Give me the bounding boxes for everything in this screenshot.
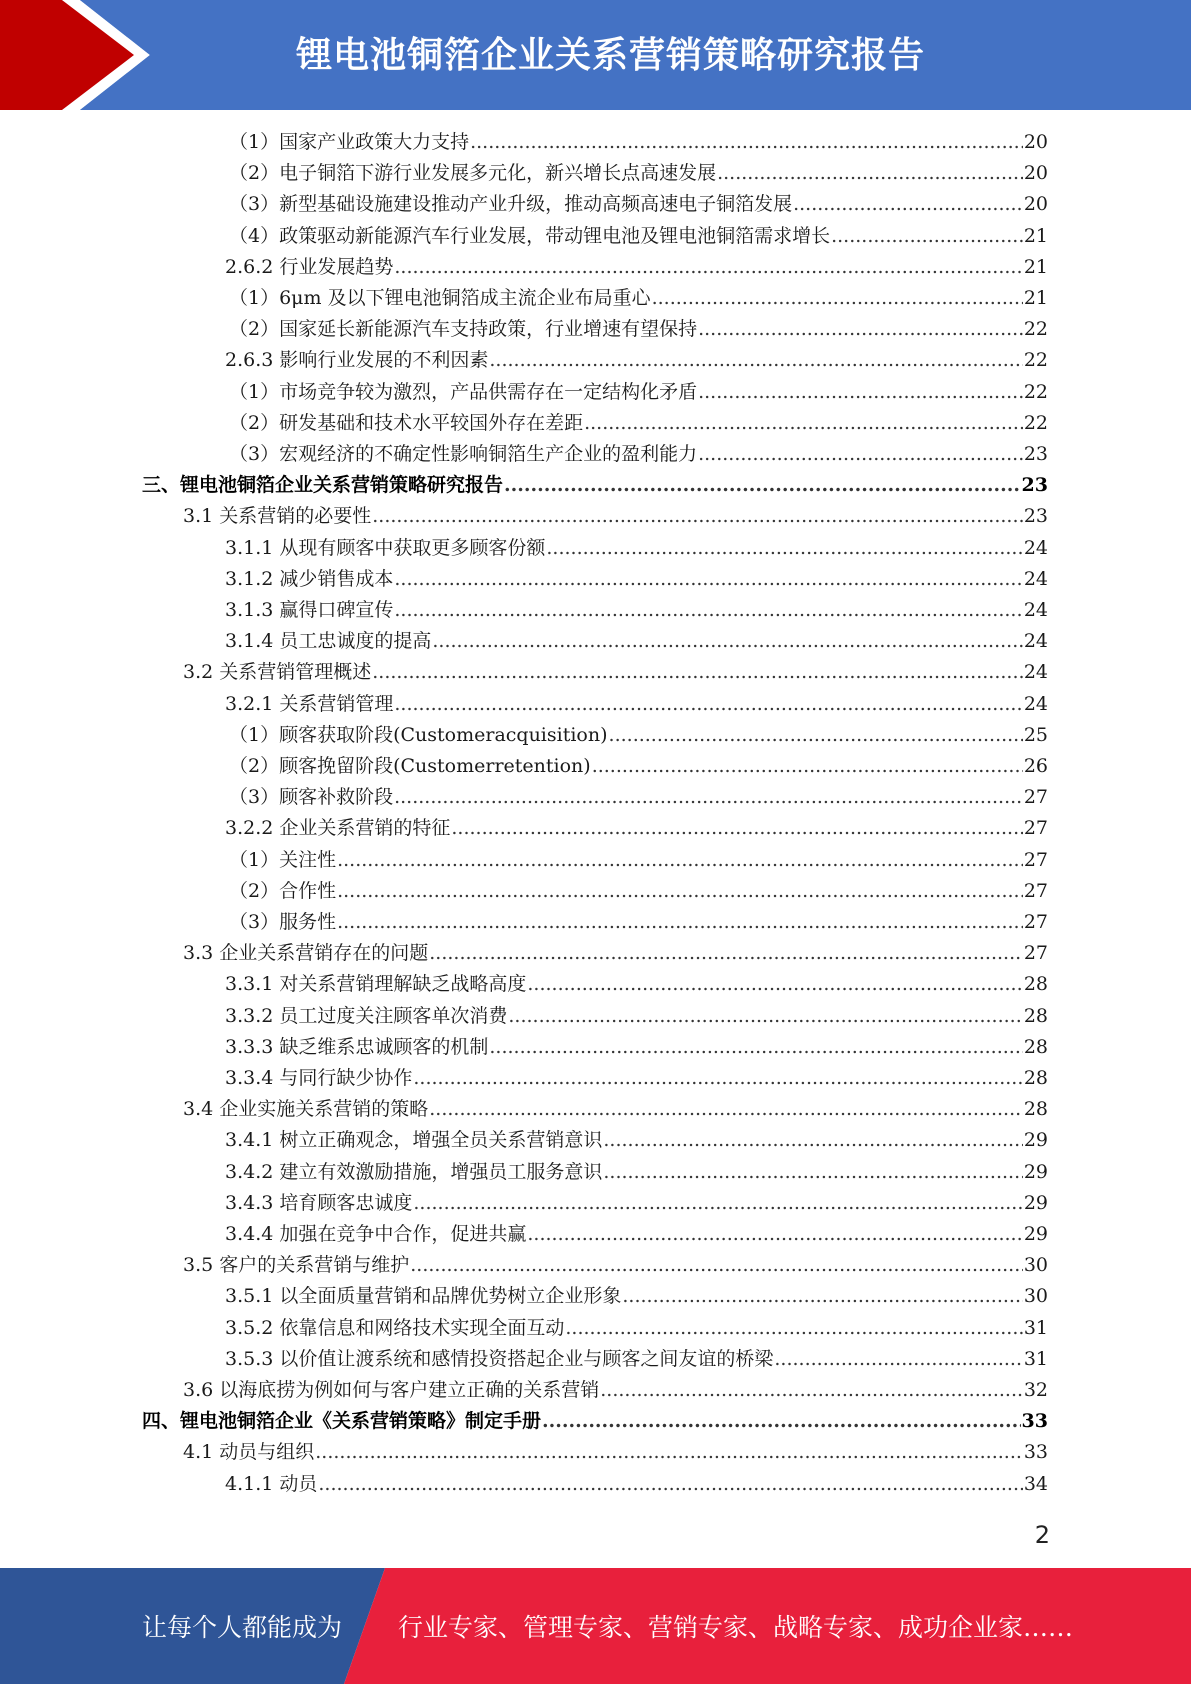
toc-entry[interactable] [183, 1094, 1048, 1125]
toc-entry[interactable] [225, 626, 1048, 657]
toc-dot-leader [774, 1344, 1022, 1375]
toc-entry-title: 3.1.3 赢得口碑宣传 [225, 599, 394, 621]
toc-entry-title: 3.4 企业实施关系营销的策略 [183, 1098, 429, 1121]
toc-entry-page: 24 [1023, 567, 1048, 590]
toc-entry-title: 3.2 关系营销管理概述 [183, 661, 372, 684]
toc-dot-leader [394, 595, 1022, 626]
toc-entry-title: 3.5.2 依靠信息和网络技术实现全面互动 [225, 1316, 565, 1339]
toc-dot-leader [527, 1219, 1022, 1250]
toc-entry-page: 27 [1023, 848, 1048, 871]
toc-entry-page: 33 [1021, 1410, 1048, 1433]
toc-entry[interactable] [183, 938, 1048, 969]
toc-entry-page: 31 [1023, 1316, 1048, 1339]
toc-entry-page: 22 [1023, 349, 1048, 372]
toc-entry-title: 4.1 动员与组织 [183, 1441, 315, 1464]
toc-dot-leader [698, 439, 1023, 470]
toc-entry[interactable] [225, 1344, 1048, 1375]
toc-entry[interactable] [225, 1063, 1048, 1094]
toc-dot-leader [698, 314, 1023, 345]
toc-entry[interactable] [183, 501, 1048, 532]
toc-entry-page: 20 [1023, 193, 1048, 216]
toc-entry-title: （1）6μm 及以下锂电池铜箔成主流企业布局重心 [229, 287, 651, 309]
toc-dot-leader [451, 813, 1022, 844]
toc-entry-page: 24 [1023, 536, 1048, 559]
toc-entry-page: 28 [1023, 1067, 1048, 1089]
toc-dot-leader [793, 189, 1023, 220]
toc-entry-page: 31 [1023, 1347, 1048, 1370]
toc-dot-leader [489, 1032, 1022, 1063]
toc-entry-title: 3.3.4 与同行缺少协作 [225, 1067, 413, 1089]
toc-dot-leader [470, 127, 1023, 158]
toc-entry-title: （3）新型基础设施建设推动产业升级，推动高频高速电子铜箔发展 [229, 193, 793, 216]
toc-entry-page: 30 [1023, 1254, 1048, 1277]
toc-entry[interactable] [229, 314, 1048, 345]
toc-entry-title: （2）顾客挽留阶段(Customerretention) [229, 755, 591, 777]
toc-dot-leader [542, 1406, 1021, 1437]
footer-banner [0, 1568, 1191, 1684]
toc-entry-page: 21 [1023, 224, 1048, 247]
toc-entry-page: 24 [1023, 630, 1048, 653]
toc-entry[interactable] [229, 189, 1048, 220]
toc-dot-leader [372, 501, 1023, 532]
toc-entry-title: 3.4.3 培育顾客忠诚度 [225, 1191, 413, 1214]
toc-entry-page: 25 [1023, 723, 1048, 746]
toc-entry-page: 22 [1023, 411, 1048, 434]
toc-dot-leader [504, 470, 1021, 501]
toc-entry-page: 28 [1023, 973, 1048, 996]
toc-entry-title: （1）关注性 [229, 848, 337, 871]
toc-entry-page: 34 [1023, 1472, 1048, 1495]
toc-entry[interactable] [229, 782, 1048, 813]
toc-entry-page: 32 [1023, 1379, 1048, 1401]
toc-entry[interactable] [183, 1250, 1048, 1281]
toc-entry-title: 3.4.1 树立正确观念，增强全员关系营销意识 [225, 1129, 603, 1152]
toc-entry[interactable] [229, 720, 1048, 751]
toc-dot-leader [394, 564, 1022, 595]
toc-entry-page: 29 [1023, 1191, 1048, 1214]
toc-entry-page: 24 [1023, 692, 1048, 715]
toc-dot-leader [527, 969, 1022, 1000]
toc-entry[interactable] [225, 1001, 1048, 1032]
toc-entry[interactable] [225, 1032, 1048, 1063]
toc-entry[interactable] [142, 470, 1048, 501]
toc-entry-title: （2）合作性 [229, 879, 337, 902]
toc-dot-leader [315, 1437, 1023, 1468]
toc-entry-title: 3.6 以海底捞为例如何与客户建立正确的关系营销 [183, 1379, 600, 1401]
toc-entry-title: 3.3.1 对关系营销理解缺乏战略高度 [225, 973, 527, 996]
toc-entry[interactable] [229, 377, 1048, 408]
toc-entry-title: 3.3.3 缺乏维系忠诚顾客的机制 [225, 1035, 489, 1058]
toc-dot-leader [652, 283, 1023, 314]
toc-entry-title: 3.1 关系营销的必要性 [183, 505, 372, 528]
toc-dot-leader [831, 221, 1023, 252]
toc-entry-page: 28 [1023, 1004, 1048, 1027]
toc-dot-leader [698, 377, 1023, 408]
report-title: 锂电池铜箔企业关系营销策略研究报告 [296, 35, 926, 76]
toc-dot-leader [337, 876, 1023, 907]
toc-dot-leader [318, 1469, 1022, 1500]
toc-dot-leader [603, 1125, 1022, 1156]
toc-entry-title: （4）政策驱动新能源汽车行业发展，带动锂电池及锂电池铜箔需求增长 [229, 224, 831, 247]
toc-entry-title: （2）研发基础和技术水平较国外存在差距 [229, 411, 584, 434]
toc-entry-page: 27 [1023, 879, 1048, 902]
report-header [0, 0, 1191, 110]
toc-dot-leader [337, 907, 1023, 938]
toc-entry[interactable] [225, 252, 1048, 283]
toc-entry-page: 21 [1023, 287, 1048, 309]
toc-entry[interactable] [225, 595, 1048, 626]
toc-entry-title: 3.4.4 加强在竞争中合作，促进共赢 [225, 1223, 527, 1245]
toc-entry[interactable] [225, 689, 1048, 720]
toc-entry-title: 四、锂电池铜箔企业《关系营销策略》制定手册 [142, 1410, 542, 1433]
toc-entry-page: 27 [1023, 786, 1048, 809]
toc-entry-page: 27 [1023, 817, 1048, 840]
toc-entry[interactable] [142, 1406, 1048, 1437]
toc-entry[interactable] [225, 1125, 1048, 1156]
toc-entry[interactable] [225, 1313, 1048, 1344]
toc-entry[interactable] [229, 127, 1048, 158]
toc-entry-title: 3.3.2 员工过度关注顾客单次消费 [225, 1004, 508, 1027]
toc-dot-leader [717, 158, 1023, 189]
toc-entry-page: 29 [1023, 1160, 1048, 1183]
toc-entry[interactable] [225, 1157, 1048, 1188]
toc-entry[interactable] [225, 1281, 1048, 1312]
toc-entry-title: 2.6.3 影响行业发展的不利因素 [225, 349, 489, 372]
toc-entry[interactable] [183, 1375, 1048, 1406]
toc-dot-leader [565, 1313, 1022, 1344]
toc-entry-title: 三、锂电池铜箔企业关系营销策略研究报告 [142, 474, 504, 497]
toc-entry-page: 20 [1023, 162, 1048, 185]
toc-dot-leader [429, 938, 1023, 969]
toc-dot-leader [429, 1094, 1023, 1125]
toc-entry[interactable] [229, 907, 1048, 938]
page-number: 2 [1034, 1521, 1050, 1549]
toc-entry[interactable] [229, 439, 1048, 470]
toc-entry[interactable] [225, 969, 1048, 1000]
toc-entry-title: 3.3 企业关系营销存在的问题 [183, 942, 429, 965]
toc-entry[interactable] [225, 1219, 1048, 1250]
toc-entry[interactable] [225, 1469, 1048, 1500]
toc-dot-leader [413, 1188, 1022, 1219]
toc-entry-title: 3.5 客户的关系营销与维护 [183, 1254, 410, 1277]
toc-dot-leader [546, 533, 1022, 564]
footer-slogan-left: 让每个人都能成为 [142, 1613, 343, 1642]
toc-entry[interactable] [229, 283, 1048, 314]
toc-dot-leader [337, 845, 1023, 876]
toc-entry-title: （2）电子铜箔下游行业发展多元化，新兴增长点高速发展 [229, 162, 717, 185]
toc-entry-title: （3）顾客补救阶段 [229, 786, 394, 809]
toc-entry[interactable] [229, 845, 1048, 876]
toc-entry[interactable] [229, 751, 1048, 782]
toc-entry-page: 27 [1023, 911, 1048, 933]
footer-slogan-right: 行业专家、管理专家、营销专家、战略专家、成功企业家…… [398, 1613, 1074, 1642]
toc-entry-page: 21 [1023, 255, 1048, 278]
toc-entry-page: 23 [1023, 505, 1048, 528]
toc-entry-title: （1）国家产业政策大力支持 [229, 131, 470, 153]
toc-dot-leader [600, 1375, 1023, 1406]
toc-dot-leader [394, 252, 1022, 283]
toc-dot-leader [432, 626, 1022, 657]
toc-dot-leader [622, 1281, 1022, 1312]
toc-entry[interactable] [229, 221, 1048, 252]
toc-entry-title: （2）国家延长新能源汽车支持政策，行业增速有望保持 [229, 318, 698, 341]
toc-entry[interactable] [183, 1437, 1048, 1468]
toc-entry-title: （3）宏观经济的不确定性影响铜箔生产企业的盈利能力 [229, 443, 698, 465]
toc-entry-title: 3.5.1 以全面质量营销和品牌优势树立企业形象 [225, 1285, 622, 1308]
toc-entry-page: 22 [1023, 380, 1048, 403]
toc-entry[interactable] [229, 158, 1048, 189]
toc-entry-title: （3）服务性 [229, 911, 337, 933]
toc-entry-page: 28 [1023, 1098, 1048, 1121]
toc-dot-leader [410, 1250, 1023, 1281]
toc-entry-page: 29 [1023, 1129, 1048, 1152]
toc-entry-page: 24 [1023, 599, 1048, 621]
toc-entry[interactable] [183, 657, 1048, 688]
toc-entry-title: 3.2.2 企业关系营销的特征 [225, 817, 451, 840]
toc-entry[interactable] [225, 813, 1048, 844]
toc-entry-page: 27 [1023, 942, 1048, 965]
toc-entry-page: 23 [1023, 443, 1048, 465]
toc-entry[interactable] [225, 345, 1048, 376]
toc-entry[interactable] [229, 876, 1048, 907]
toc-entry-page: 28 [1023, 1035, 1048, 1058]
toc-entry-title: 3.5.3 以价值让渡系统和感情投资搭起企业与顾客之间友谊的桥梁 [225, 1347, 774, 1370]
toc-entry-title: 3.1.4 员工忠诚度的提高 [225, 630, 432, 653]
toc-dot-leader [508, 1001, 1022, 1032]
toc-entry-page: 24 [1023, 661, 1048, 684]
toc-dot-leader [489, 345, 1022, 376]
toc-entry-page: 29 [1023, 1223, 1048, 1245]
toc-entry[interactable] [225, 564, 1048, 595]
toc-entry[interactable] [225, 533, 1048, 564]
toc-dot-leader [394, 689, 1022, 720]
toc-entry-title: （1）市场竞争较为激烈，产品供需存在一定结构化矛盾 [229, 380, 698, 403]
toc-dot-leader [584, 408, 1023, 439]
toc-dot-leader [609, 720, 1023, 751]
toc-entry-title: 4.1.1 动员 [225, 1472, 318, 1495]
toc-entry-title: 3.1.1 从现有顾客中获取更多顾客份额 [225, 536, 546, 559]
toc-entry-title: 2.6.2 行业发展趋势 [225, 255, 394, 278]
toc-entry-page: 23 [1021, 474, 1048, 497]
toc-entry-page: 33 [1023, 1441, 1048, 1464]
toc-entry-page: 20 [1023, 131, 1048, 153]
toc-dot-leader [592, 751, 1023, 782]
toc-dot-leader [372, 657, 1023, 688]
toc-entry-title: 3.1.2 减少销售成本 [225, 567, 394, 590]
toc-entry-title: 3.4.2 建立有效激励措施，增强员工服务意识 [225, 1160, 603, 1183]
toc-entry-page: 22 [1023, 318, 1048, 341]
toc-dot-leader [413, 1063, 1022, 1094]
toc-entry-title: 3.2.1 关系营销管理 [225, 692, 394, 715]
toc-entry-page: 26 [1023, 755, 1048, 777]
toc-dot-leader [394, 782, 1023, 813]
toc-entry-title: （1）顾客获取阶段(Customeracquisition) [229, 723, 608, 746]
toc-dot-leader [603, 1157, 1022, 1188]
toc-entry[interactable] [229, 408, 1048, 439]
toc-entry-page: 30 [1023, 1285, 1048, 1308]
toc-entry[interactable] [225, 1188, 1048, 1219]
